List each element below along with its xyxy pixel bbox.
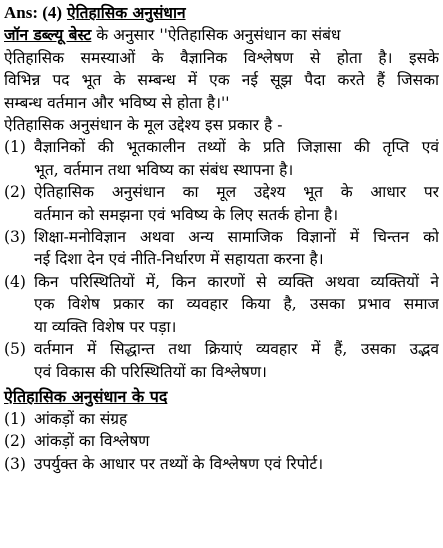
steps-heading: ऐतिहासिक अनुसंधान के पद — [4, 386, 168, 406]
objective-text-line: एक विशेष प्रकार का व्यवहार किया है, उसका प्रभाव समाज — [34, 295, 439, 314]
objectives-intro: ऐतिहासिक अनुसंधान के मूल उद्देश्य इस प्रकार है - — [4, 116, 283, 135]
quote-author: जॉन डब्ल्यू बेस्ट — [4, 25, 92, 45]
objective-number: (4) — [4, 272, 26, 291]
objective-number: (3) — [4, 228, 26, 247]
objective-item-2 — [4, 181, 439, 226]
step-item-1 — [4, 408, 439, 430]
answer-label: Ans: (4) — [4, 3, 63, 22]
objective-item-5 — [4, 338, 439, 383]
objective-item-1 — [4, 136, 439, 181]
quote-line-1 — [4, 24, 439, 46]
quote-line-1-text: के अनुसार ''ऐतिहासिक अनुसंधान का संबंध — [91, 26, 341, 45]
step-text: उपर्युक्त के आधार पर तथ्यों के विश्लेषण एवं रिपोर्ट। — [34, 454, 324, 473]
objective-text-line: शिक्षा-मनोविज्ञान अथवा अन्य सामाजिक विज्ञानों में चिन्तन को — [34, 228, 439, 247]
answer-title: ऐतिहासिक अनुसंधान — [67, 3, 186, 22]
objective-text-line: वर्तमान में सिद्धान्त तथा क्रियाएं व्यवहार में हैं, उसका उद्भव — [34, 340, 439, 359]
step-item-3 — [4, 453, 439, 475]
objective-text-line: किन परिस्थितियों में, किन कारणों से व्यक्ति अथवा व्यक्तियों ने — [34, 272, 439, 291]
document-page — [4, 2, 439, 475]
step-number: (1) — [4, 409, 26, 428]
answer-heading — [4, 2, 439, 24]
objective-number: (5) — [4, 340, 26, 359]
step-item-2 — [4, 430, 439, 452]
objective-text-line: वर्तमान को समझना एवं भविष्य के लिए सतर्क होना है। — [34, 205, 339, 224]
step-text: आंकड़ों का संग्रह — [34, 409, 128, 428]
step-number: (2) — [4, 432, 26, 451]
quote-line-4: सम्बन्ध वर्तमान और भविष्य से होता है।'' — [4, 93, 230, 112]
objective-text-line: ऐतिहासिक अनुसंधान का मूल उद्देश्य भूत के आधार पर — [34, 183, 439, 202]
objective-text-line: भूत, वर्तमान तथा भविष्य का संबंध स्थापना है। — [34, 160, 294, 179]
objective-item-3 — [4, 226, 439, 271]
step-number: (3) — [4, 454, 26, 473]
objective-item-4 — [4, 271, 439, 338]
quote-line-3: विभिन्न पद भूत के सम्बन्ध में एक नई सूझ पैदा करते हैं जिसका — [4, 71, 439, 90]
objective-text-line: या व्यक्ति विशेष पर पड़ा। — [34, 317, 177, 336]
objective-number: (2) — [4, 183, 26, 202]
quote-line-2: ऐतिहासिक समस्याओं के वैज्ञानिक विश्लेषण से होता है। इसके — [4, 48, 439, 67]
objective-number: (1) — [4, 138, 26, 157]
objective-text-line: एवं विकास की परिस्थितियों का विश्लेषण। — [34, 362, 267, 381]
objective-text-line: नई दिशा देन एवं नीति-निर्धारण में सहायता करना है। — [34, 250, 324, 269]
objective-text-line: वैज्ञानिकों की भूतकालीन तथ्यों के प्रति जिज्ञासा की तृप्ति एवं — [34, 138, 439, 157]
step-text: आंकड़ों का विश्लेषण — [34, 432, 150, 451]
